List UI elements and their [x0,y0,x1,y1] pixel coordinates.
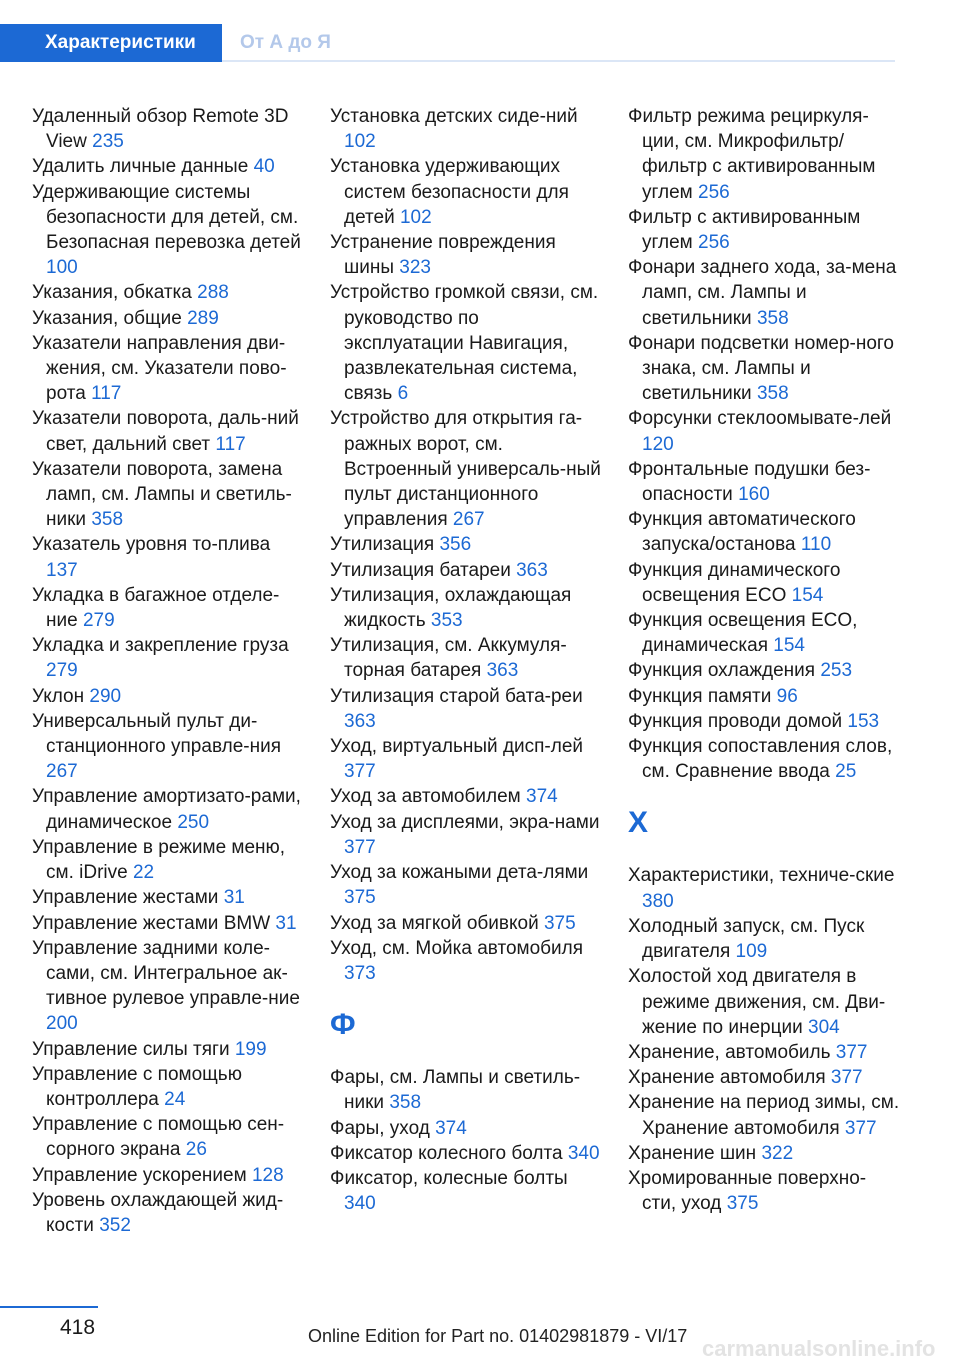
index-entry [628,734,900,784]
page-link[interactable]: 358 [756,383,789,405]
entry-text: Фары, уход [330,1117,430,1139]
page-link[interactable]: 128 [251,1164,284,1186]
entry-text: Фиксатор, колесные болты [330,1167,568,1189]
index-entry [628,406,900,456]
entry-text: Установка удерживающих систем безопасности для детей [330,156,569,228]
index-entry [32,1112,304,1162]
entry-text: Холодный запуск, см. Пуск двигателя [628,915,865,963]
entry-text: Укладка и закрепление груза [32,635,289,657]
entry-text: Фонари подсветки номер-ного знака, см. Лампы и светильники [628,332,894,405]
entry-text: Фильтр с активированным углем [628,206,861,254]
page-link[interactable]: 279 [46,660,78,682]
page-link[interactable]: 289 [187,307,219,329]
page-link[interactable]: 290 [89,685,122,707]
page-link[interactable]: 256 [698,232,730,254]
index-entry [330,810,602,860]
index-entry [330,936,602,986]
index-entry [628,104,900,205]
page-link[interactable]: 199 [234,1038,267,1060]
entry-text: Управление жестами [32,887,219,909]
entry-text: Удаленный обзор Remote 3D View [32,106,289,153]
index-entry [628,457,900,507]
page-link[interactable]: 235 [92,131,124,153]
index-entry [628,205,900,255]
entry-text: Холостой ход двигателя в режиме движения, см. Дви-жение по инерции [628,966,886,1038]
index-entry [32,406,304,456]
index-entry [330,532,602,557]
index-entry [32,532,304,582]
page-link[interactable]: 160 [738,484,770,506]
index-entry [330,1116,602,1141]
page-link[interactable]: 304 [808,1016,840,1038]
index-entry [330,684,602,734]
index-entry [330,734,602,784]
page-link[interactable]: 288 [197,282,229,304]
page-link[interactable]: 22 [132,862,155,884]
header-tabs [0,24,895,62]
page-link[interactable]: 26 [185,1139,207,1161]
index-entry [330,558,602,583]
index-entry [628,1065,900,1090]
entry-text: Управление жестами BMW [32,912,271,934]
entry-text: Функция освещения ECO, динамическая [628,610,858,657]
entry-text: Хранение автомобиля [628,1067,826,1089]
page-link[interactable]: 96 [776,685,798,707]
entry-text: Управление ускорением [32,1164,247,1186]
page-link[interactable]: 374 [526,786,558,808]
index-entry [32,936,304,1037]
index-entry [628,331,900,407]
page-link[interactable]: 377 [830,1067,863,1089]
page-link[interactable]: 117 [215,433,246,455]
page-link[interactable]: 375 [344,887,376,909]
index-entry [330,230,602,280]
entry-text: Форсунки стеклоомывате-лей [628,408,892,430]
entry-text: Уход, виртуальный дисп-лей [330,736,584,758]
section-letter: Ф [330,1008,356,1042]
index-entry [330,280,602,406]
page-link[interactable]: 340 [567,1142,600,1164]
entry-text: Функция сопоставления слов, см. Сравнение ввода [628,736,893,783]
page-link[interactable]: 373 [344,962,376,984]
page-link[interactable]: 24 [164,1088,186,1110]
entry-text: Управление амортизато-рами, динамическое [32,786,301,833]
index-entry [628,684,900,709]
page-link[interactable]: 154 [773,635,805,657]
entry-text: Уклон [32,685,85,707]
entry-text: Устранение повреждения шины [330,232,556,279]
index-entry [32,306,304,331]
index-entry [628,658,900,683]
index-entry [32,684,304,709]
entry-text: Функция автоматического запуска/останова [628,509,856,556]
entry-text: Функция памяти [628,685,772,707]
index-entry [330,154,602,230]
tab-a-to-z[interactable]: От А до Я [240,32,331,53]
entry-text: Уход за дисплеями, экра-нами [330,811,600,833]
page-link[interactable]: 110 [800,534,832,556]
entry-text: Хранение, автомобиль [628,1041,831,1063]
page-link[interactable]: 154 [791,584,824,606]
index-column-1 [32,104,304,1238]
entry-text: Утилизация, охлаждающая жидкость [330,584,572,632]
entry-text: Фильтр режима рециркуля-ции, см. Микрофильтр/ фильтр с активированным углем [628,106,876,203]
header-rule [222,60,895,62]
page-number: 418 [60,1316,96,1339]
entry-text: Функция охлаждения [628,660,816,682]
page-link[interactable]: 250 [177,811,210,833]
index-entry [32,835,304,885]
index-entry [628,507,900,557]
entry-text: Фиксатор колесного болта [330,1142,563,1164]
page-link[interactable]: 377 [844,1117,877,1139]
entry-text: Удерживающие системы безопасности для детей, см. Безопасная перевозка детей [32,181,301,254]
page-link[interactable]: 363 [516,559,548,581]
entry-text: Указания, общие [32,307,182,329]
page-link[interactable]: 137 [46,559,78,581]
entry-text: Указания, обкатка [32,282,192,304]
page-link[interactable]: 380 [642,890,674,912]
index-entry [32,1037,304,1062]
entry-text: Функция динамического освещения ECO [628,559,841,606]
entry-text: Установка детских сиде-ний [330,106,578,127]
index-entry [32,104,304,154]
index-entry [628,709,900,734]
entry-text: Фронтальные подушки без-опасности [628,458,871,506]
entry-text: Указатель уровня то-плива [32,534,271,556]
entry-text: Указатели направления дви-жения, см. Указатели пово-рота [32,332,287,405]
page-link[interactable]: 358 [389,1092,422,1114]
index-entry [330,911,602,936]
index-entry [32,280,304,305]
index-column-2 [330,104,602,1216]
index-column-3 [628,104,900,1216]
page-link[interactable]: 256 [698,181,730,203]
page-link[interactable]: 352 [99,1214,131,1236]
index-entry [330,1166,602,1216]
index-entry [628,964,900,1040]
page-link[interactable]: 377 [344,836,376,858]
page-link[interactable]: 25 [835,761,857,783]
entry-text: Функция проводи домой [628,710,843,732]
index-entry [330,784,602,809]
entry-text: Уход, см. Мойка автомобиля [330,937,584,959]
index-entry [330,1065,602,1115]
entry-text: Устройство для открытия га-ражных ворот, см. Встроенный универсаль-ный пульт дистанционного управления [330,408,601,531]
page-link[interactable]: 267 [452,509,485,531]
page-link[interactable]: 109 [735,941,768,963]
entry-text: Устройство громкой связи, см. руководство по эксплуатации Навигация, развлекательная система, связь [330,282,599,405]
index-entry [32,154,304,179]
edition-note: Online Edition for Part no. 01402981879 - VI/17 [308,1326,688,1346]
index-entry [628,255,900,331]
page-link[interactable]: 102 [344,131,376,153]
index-entry [32,583,304,633]
page-link[interactable]: 356 [439,534,472,556]
entry-text: Укладка в багажное отделе-ние [32,584,280,632]
page-link[interactable]: 340 [344,1193,376,1215]
page-link[interactable]: 363 [344,710,376,732]
index-entry [32,784,304,834]
entry-text: Универсальный пульт ди-станционного управле-ния [32,710,281,758]
page-link[interactable]: 6 [397,383,409,405]
index-entry [628,608,900,658]
index-entry [32,633,304,683]
page-link[interactable]: 375 [543,912,576,934]
index-entry [32,709,304,785]
page-link[interactable]: 267 [46,761,78,783]
page-link[interactable]: 31 [223,887,245,909]
page-link[interactable]: 153 [847,710,880,732]
entry-text: Утилизация старой бата-реи [330,685,583,707]
index-entry [32,1163,304,1188]
page-link[interactable]: 377 [344,761,376,783]
entry-text: Удалить личные данные [32,156,249,178]
page-link[interactable]: 117 [91,383,122,405]
index-entry [32,457,304,533]
entry-text: Уровень охлаждающей жид-кости [32,1189,284,1236]
entry-text: Хранение шин [628,1142,757,1164]
entry-text: Фары, см. Лампы и светиль-ники [330,1067,581,1114]
page-link[interactable]: 253 [820,660,853,682]
page-link[interactable]: 100 [46,257,78,279]
index-entry [330,583,602,633]
page-link[interactable]: 374 [435,1117,467,1139]
page-link[interactable]: 200 [46,1013,78,1035]
entry-text: Управление силы тяги [32,1038,230,1060]
footer-rule [0,1306,98,1308]
entry-text: Уход за мягкой обивкой [330,912,539,934]
index-entry [628,1141,900,1166]
page-link[interactable]: 358 [91,509,124,531]
index-entry [32,1188,304,1238]
entry-text: Хромированные поверхно-сти, уход [628,1167,867,1215]
page-link[interactable]: 31 [275,912,297,934]
page-link[interactable]: 323 [399,257,431,279]
index-entry [330,406,602,532]
entry-text: Характеристики, техниче-ские [628,865,895,887]
entry-text: Управление с помощью контроллера [32,1063,242,1110]
index-entry [628,558,900,608]
entry-text: Управление с помощью сен-сорного экрана [32,1114,285,1161]
page-link[interactable]: 358 [756,307,789,329]
entry-text: Управление задними коле-сами, см. Интегральное ак-тивное рулевое управле-ние [32,937,300,1010]
entry-text: Фонари заднего хода, за-мена ламп, см. Лампы и светильники [628,257,897,329]
page-link[interactable]: 102 [399,206,432,228]
entry-text: Уход за автомобилем [330,786,521,808]
index-entry [32,885,304,910]
index-entry [330,104,602,154]
entry-text: Утилизация [330,534,435,556]
index-entry [330,1141,602,1166]
index-entry [32,180,304,281]
index-entry [32,331,304,407]
entry-text: Указатели поворота, замена ламп, см. Лампы и светиль-ники [32,458,292,531]
index-entry [330,860,602,910]
entry-text: Уход за кожаными дета-лями [330,862,589,884]
index-entry [32,911,304,936]
index-entry [628,914,900,964]
page-link[interactable]: 375 [726,1193,759,1215]
index-entry [628,863,900,913]
page-link[interactable]: 377 [835,1041,868,1063]
entry-text: Утилизация батареи [330,559,511,581]
index-entry [32,1062,304,1112]
section-letter: Х [628,806,649,840]
tab-characteristics[interactable]: Характеристики [0,24,222,62]
index-entry [628,1040,900,1065]
entry-text: Хранение на период зимы, см. Хранение автомобиля [628,1092,900,1139]
index-entry [628,1090,900,1140]
index-entry [330,633,602,683]
page-link[interactable]: 353 [430,610,463,632]
index-entry [628,1166,900,1216]
page-link[interactable]: 40 [253,156,275,178]
page-link[interactable]: 120 [642,433,674,455]
page-link[interactable]: 322 [761,1142,794,1164]
entry-text: Управление в режиме меню, см. iDrive [32,836,286,884]
entry-text: Указатели поворота, даль-ний свет, дальний свет [32,408,299,455]
page-link[interactable]: 363 [486,660,519,682]
watermark: carmanualsonline.info [702,1336,936,1361]
entry-text: Утилизация, см. Аккумуля-торная батарея [330,635,567,682]
page-link[interactable]: 279 [82,610,115,632]
